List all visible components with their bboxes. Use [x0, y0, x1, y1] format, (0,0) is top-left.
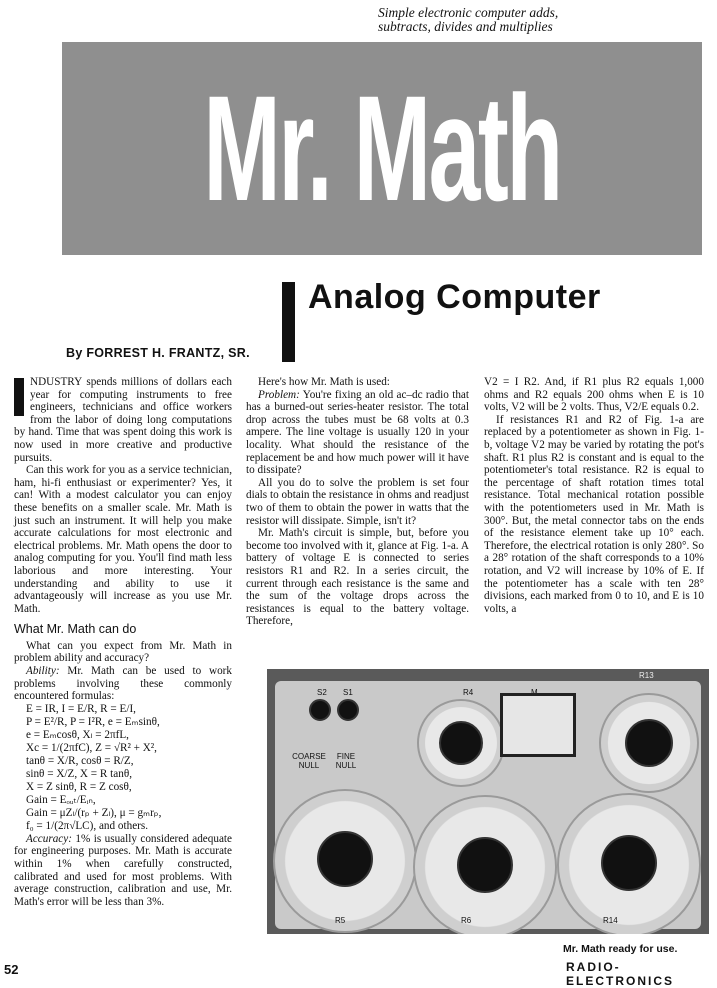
- label-r13: R13: [639, 671, 654, 680]
- column-2: [246, 376, 469, 628]
- tagline-line-2: subtracts, divides and multiplies: [378, 19, 553, 34]
- r6-knob: [457, 837, 513, 893]
- r5-knob: [317, 831, 373, 887]
- paragraph: Problem: You're fixing an old ac–dc radio that has a burned-out series-heater resistor. The total drop across the tubes must be 68 volts at 0.3 ampere. The line voltage is usually 120 in your locality. What should the resistance of the replacement be and how much power will it have to dissipate?: [246, 388, 469, 477]
- article-tagline: [378, 6, 678, 34]
- r13-knob: [625, 719, 673, 767]
- article-title: Mr. Math: [203, 64, 561, 232]
- paragraph: Accuracy: 1% is usually considered adequate for engineering purposes. Mr. Math is accurate within 1% when carefully constructed, calibrated and used for most problems. With average construction, calibration and use, Mr. Math's error will be less than 3%.: [14, 832, 232, 908]
- label-r14: R14: [603, 916, 618, 925]
- formula-line: Gain = Eₒᵤₜ/Eᵢₙ,: [26, 793, 96, 806]
- switch-s1-knob: [337, 699, 359, 721]
- column-3: [484, 376, 704, 615]
- formula-line: Gain = μZₗ/(rₚ + Zₗ), μ = gₘrₚ,: [26, 806, 162, 819]
- formula-line: Xc = 1/(2πfC), Z = √R² + X²,: [26, 741, 157, 754]
- tagline-line-1: Simple electronic computer adds,: [378, 5, 559, 20]
- r4-knob: [439, 721, 483, 765]
- paragraph: Can this work for you as a service technician, ham, hi-fi enthusiast or experimenter? Yes, it can! With a modest calculator you can enjoy these benefits on a smaller scale. Mr. Math is just such an instrument. It will help you make accurate calculations for most electronic and electrical problems. Mr. Math opens the door to analog computing for you. You'll find math less laborious and more interesting. Your understanding and ability to use it advantageously will increase as you use Mr. Math.: [14, 464, 232, 615]
- paragraph: What can you expect from Mr. Math in problem ability and accuracy?: [14, 639, 232, 665]
- formula-line: sinθ = X/Z, X = R tanθ,: [26, 767, 132, 780]
- label-r6: R6: [461, 916, 472, 925]
- label-coarse-null: COARSE NULL: [292, 752, 326, 770]
- label-s2: S2: [317, 688, 327, 697]
- r14-knob: [601, 835, 657, 891]
- title-rule: [282, 282, 295, 362]
- paragraph: Here's how Mr. Math is used:: [258, 376, 390, 388]
- device-photo: [267, 669, 709, 934]
- section-heading: What Mr. Math can do: [14, 622, 137, 637]
- formula-line: P = E²/R, P = I²R, e = Eₘsinθ,: [26, 715, 160, 728]
- label-fine-null: FINE NULL: [335, 752, 357, 770]
- paragraph: NDUSTRY spends millions of dollars each year for computing instruments to free engineers, technicians and office workers from the labor of doing long computations by hand. Time that was spent doing this work is now used in more creative and productive pursuits.: [14, 376, 232, 464]
- photo-caption: Mr. Math ready for use.: [563, 943, 678, 955]
- page-number: 52: [4, 962, 19, 977]
- paragraph: V2 = I R2. And, if R1 plus R2 equals 1,000 ohms and R2 equals 200 ohms when E is 10 volts, V2 will be 2 volts. Thus, V2/E equals 0.2.: [484, 376, 704, 414]
- magazine-name: RADIO-ELECTRONICS: [566, 960, 675, 988]
- label-r4: R4: [463, 688, 474, 697]
- label-r5: R5: [335, 916, 346, 925]
- label-s1: S1: [343, 688, 353, 697]
- switch-s2-knob: [309, 699, 331, 721]
- meter: [500, 693, 576, 757]
- formula-line: e = Eₘcosθ, Xₗ = 2πfL,: [26, 728, 129, 741]
- formula-line: f₀ = 1/(2π√LC), and others.: [26, 819, 149, 832]
- formula-line: tanθ = X/R, cosθ = R/Z,: [26, 754, 134, 767]
- drop-cap: [14, 378, 24, 416]
- article-subtitle: Analog Computer: [308, 278, 601, 316]
- paragraph: Ability: Mr. Math can be used to work problems involving these commonly encountered formulas:: [14, 665, 232, 703]
- column-1: [14, 376, 232, 908]
- paragraph: If resistances R1 and R2 of Fig. 1-a are replaced by a potentiometer as shown in Fig. 1-b, voltage V2 may be varied by rotating the pot's shaft. R1 plus R2 is constant and is equal to the potentiometer's total resistance. R2 is equal to the percentage of shaft rotation times total resistance. Total mechanical rotation possible with the potentiometers used in Mr. Math is 300°. But, the metal connector tabs on the ends of the resistance element take up 10° each. Therefore, the electrical rotation is only 280°. So a 28° rotation of the shaft corresponds to a 10% rotation, and V2 will increase by 10% of E. If the potentiometer has a scale with ten 28° divisions, each marked from 0 to 10, and E is 10 volts, a: [484, 413, 704, 615]
- formula-line: X = Z sinθ, R = Z cosθ,: [26, 780, 132, 793]
- byline: By FORREST H. FRANTZ, SR.: [66, 346, 250, 360]
- paragraph: Mr. Math's circuit is simple, but, before you become too involved with it, glance at Fig. 1-a. A battery of voltage E is connected to series resistors R1 and R2. In a series circuit, the current through each resistance is the same and the sum of the voltage drops across the resistances is equal to the battery voltage. Therefore,: [246, 527, 469, 628]
- paragraph: All you do to solve the problem is set four dials to obtain the resistance in ohms and readjust two of them to obtain the power in watts that the resistor will dissipate. Simple, isn't it?: [246, 476, 469, 527]
- formula-line: E = IR, I = E/R, R = E/I,: [26, 702, 136, 715]
